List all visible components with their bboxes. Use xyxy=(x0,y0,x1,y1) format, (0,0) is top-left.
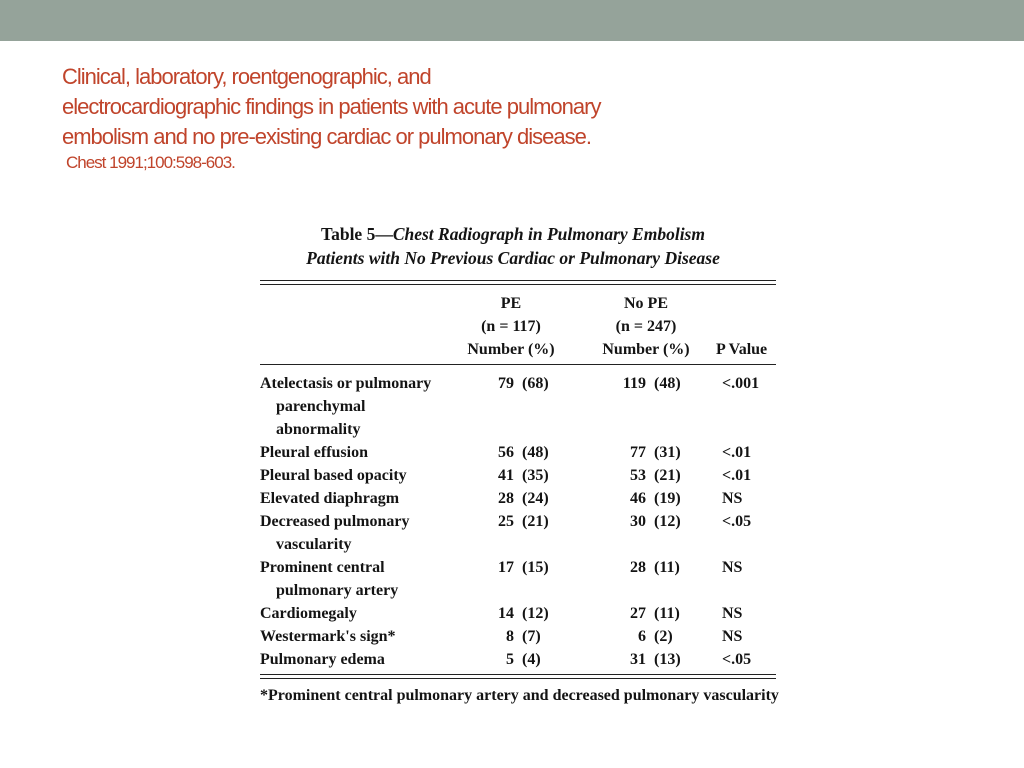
row-label-line: Pleural effusion xyxy=(260,444,368,461)
caption-dash: — xyxy=(375,224,393,244)
table-caption-line1: Chest Radiograph in Pulmonary Embolism xyxy=(392,224,705,244)
pe-percent: (21) xyxy=(522,513,549,530)
row-label-line: abnormality xyxy=(276,421,361,438)
table-caption xyxy=(248,222,778,270)
pe-number: 5 xyxy=(506,651,514,668)
nope-percent: (11) xyxy=(654,559,680,576)
nope-percent: (13) xyxy=(654,651,681,668)
table-row-label xyxy=(260,625,396,648)
nope-number: 46 xyxy=(630,490,646,507)
nope-number: 6 xyxy=(638,628,646,645)
nope-number: 30 xyxy=(630,513,646,530)
p-value: <.001 xyxy=(722,375,760,392)
header-rule-bottom xyxy=(260,364,776,365)
pe-number: 8 xyxy=(506,628,514,645)
p-value: <.01 xyxy=(722,444,752,461)
table-row-label xyxy=(260,602,357,625)
table-row-label xyxy=(260,372,431,441)
table-row-label xyxy=(260,648,385,671)
nope-number: 53 xyxy=(630,467,646,484)
title-line: embolism and no pre-existing cardiac or pulmonary disease. xyxy=(62,124,591,149)
row-label-line: Pleural based opacity xyxy=(260,467,407,484)
nope-percent: (12) xyxy=(654,513,681,530)
row-label-line: vascularity xyxy=(276,536,352,553)
title-line: Clinical, laboratory, roentgenographic, and xyxy=(62,64,431,89)
citation: Chest 1991;100:598-603. xyxy=(66,153,235,172)
nope-percent: (31) xyxy=(654,444,681,461)
title-line: electrocardiographic findings in patients with acute pulmonary xyxy=(62,94,601,119)
pe-number: 25 xyxy=(498,513,514,530)
row-label-line: Atelectasis or pulmonary xyxy=(260,375,432,392)
table-caption-line2: Patients with No Previous Cardiac or Pulmonary Disease xyxy=(306,248,720,268)
pe-number: 79 xyxy=(498,375,514,392)
header-nope-unit: Number (%) xyxy=(602,341,690,358)
nope-percent: (2) xyxy=(654,628,673,645)
pe-percent: (4) xyxy=(522,651,541,668)
slide-title xyxy=(62,62,822,174)
row-label-line: Decreased pulmonary xyxy=(260,513,410,530)
pe-number: 41 xyxy=(498,467,514,484)
nope-percent: (19) xyxy=(654,490,681,507)
nope-number: 119 xyxy=(622,375,646,392)
pe-number: 28 xyxy=(498,490,514,507)
nope-percent: (21) xyxy=(654,467,681,484)
row-label-line: Westermark's sign* xyxy=(260,628,396,645)
nope-percent: (11) xyxy=(654,605,680,622)
nope-number: 27 xyxy=(630,605,646,622)
pe-number: 56 xyxy=(498,444,514,461)
table-row-label xyxy=(260,510,409,556)
table-row-label xyxy=(260,487,399,510)
top-banner-bar xyxy=(0,0,1024,41)
p-value: NS xyxy=(722,559,743,576)
table-row-label xyxy=(260,464,407,487)
p-value: NS xyxy=(722,628,743,645)
table-row-label xyxy=(260,556,398,602)
header-rule-top xyxy=(260,280,776,281)
header-pe-n: (n = 117) xyxy=(481,318,541,335)
row-label-line: Elevated diaphragm xyxy=(260,490,400,507)
header-pe xyxy=(466,292,556,361)
header-pe-unit: Number (%) xyxy=(467,341,555,358)
pe-percent: (24) xyxy=(522,490,549,507)
pe-number: 14 xyxy=(498,605,514,622)
pe-percent: (15) xyxy=(522,559,549,576)
pe-number: 17 xyxy=(498,559,514,576)
table-footnote: *Prominent central pulmonary artery and decreased pulmonary vascularity xyxy=(260,687,779,704)
footer-rule xyxy=(260,674,776,675)
pe-percent: (12) xyxy=(522,605,549,622)
nope-number: 77 xyxy=(630,444,646,461)
p-value: <.05 xyxy=(722,513,752,530)
row-label-line: Cardiomegaly xyxy=(260,605,357,622)
nope-percent: (48) xyxy=(654,375,681,392)
nope-number: 28 xyxy=(630,559,646,576)
nope-number: 31 xyxy=(630,651,646,668)
footer-rule-double xyxy=(260,678,776,679)
pe-percent: (35) xyxy=(522,467,549,484)
row-label-line: parenchymal xyxy=(276,398,366,415)
pe-percent: (48) xyxy=(522,444,549,461)
p-value: <.05 xyxy=(722,651,752,668)
row-label-line: pulmonary artery xyxy=(276,582,399,599)
table-figure xyxy=(256,222,778,732)
header-pe-title: PE xyxy=(500,295,522,312)
header-rule-top-double xyxy=(260,284,776,285)
pe-percent: (7) xyxy=(522,628,541,645)
table-number: Table 5 xyxy=(321,224,376,244)
row-label-line: Pulmonary edema xyxy=(260,651,385,668)
row-label-line: Prominent central xyxy=(260,559,385,576)
header-nope xyxy=(594,292,698,361)
header-nope-title: No PE xyxy=(624,295,668,312)
table-row-label xyxy=(260,441,368,464)
p-value: NS xyxy=(722,605,743,622)
header-p-value: P Value xyxy=(716,341,768,358)
pe-percent: (68) xyxy=(522,375,549,392)
header-nope-n: (n = 247) xyxy=(615,318,677,335)
p-value: <.01 xyxy=(722,467,752,484)
p-value: NS xyxy=(722,490,743,507)
